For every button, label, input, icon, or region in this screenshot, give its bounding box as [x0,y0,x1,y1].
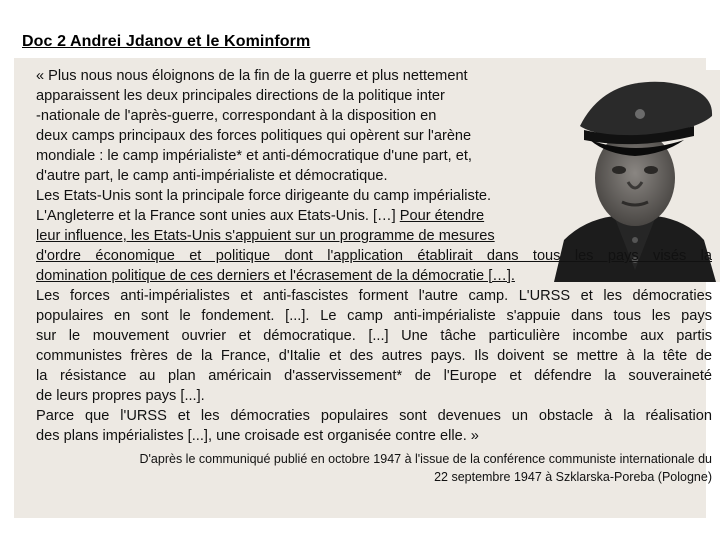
text-line-15: communistes frères de la France, d'Italie et des autres pays. Ils doivent se mettre à la tête de [36,348,712,364]
text-line-12: Les forces anti-impérialistes et anti-fascistes forment l'autre camp. L'URSS et les démocraties [36,288,712,304]
source-citation-line-2: 22 septembre 1947 à Szklarska-Poreba (Pologne) [434,470,712,484]
text-line-8 [36,206,484,226]
text-line-4: deux camps principaux des forces politiques qui opèrent sur l'arène [36,128,472,144]
text-line-2: apparaissent les deux principales directions de la politique inter [36,88,445,104]
text-line-9: leur influence, les Etats-Unis s'appuient sur un programme de mesures [36,228,495,244]
text-line-17: de leurs propres pays [...]. [36,388,205,404]
text-line-7: Les Etats-Unis sont la principale force dirigeante du camp impérialiste. [36,188,492,204]
text-line-11: domination politique de ces derniers et l'écrasement de la démocratie […]. [36,268,515,284]
text-line-6: d'autre part, le camp anti-impérialiste et démocratique. [36,168,388,184]
text-line-10: d'ordre économique et politique dont l'application établirait dans tous les pays visés la [36,248,712,264]
text-line-19: des plans impérialistes [...], une croisade est organisée contre elle. » [36,428,479,444]
underlined-passage-start: Pour étendre [399,208,485,224]
source-citation-line-1: D'après le communiqué publié en octobre 1947 à l'issue de la conférence communiste internationale du [139,452,712,466]
text-line-13: populaires en sont le fondement. [...]. Le camp anti-impérialiste s'appuie dans tous les pays [36,308,712,324]
text-box [14,58,712,518]
text-line-5: mondiale : le camp impérialiste* et anti-démocratique d'une part, et, [36,148,472,164]
text-line-14: sur le mouvement ouvrier et démocratique. [...] Une tâche particulière incombe aux partis [36,328,712,344]
text-line-16: la résistance au plan américain d'asservissement* de l'Europe et défendre la souveraineté [36,368,712,384]
text-line-3: -nationale de l'après-guerre, correspondant à la disposition en [36,108,437,124]
text-line-8-start: L'Angleterre et la France sont unies aux Etats-Unis. […] [36,208,400,224]
text-line-1: « Plus nous nous éloignons de la fin de la guerre et plus nettement [36,68,468,84]
document-title: Doc 2 Andrei Jdanov et le Kominform [22,33,311,50]
text-line-18: Parce que l'URSS et les démocraties populaires sont devenues un obstacle à la réalisation [36,408,712,424]
